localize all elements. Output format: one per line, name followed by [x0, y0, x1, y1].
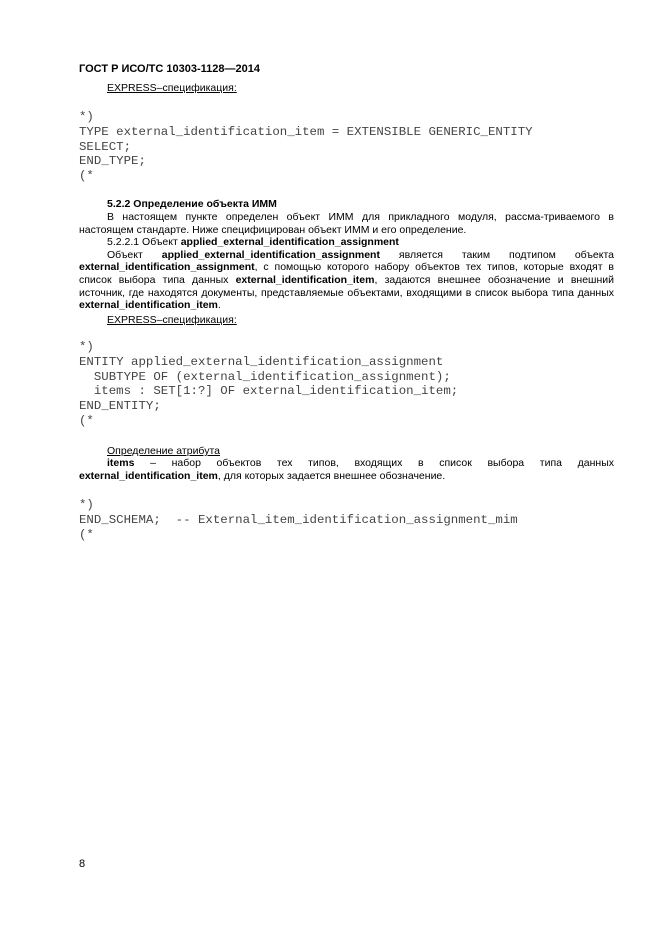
express-spec-label-2: EXPRESS–спецификация:	[107, 314, 237, 326]
page-number: 8	[79, 858, 86, 870]
section-heading: 5.2.2 Определение объекта ИММ	[107, 198, 277, 210]
desc-entity: applied_external_identification_assignment	[161, 248, 380, 261]
document-header: ГОСТ Р ИСО/ТС 10303-1128—2014	[79, 63, 260, 75]
desc-part1: является таким подтипом объекта	[379, 248, 614, 261]
attribute-text2: , для которых задается внешнее обозначение.	[217, 469, 446, 482]
express-code-type: *) TYPE external_identification_item = EXTENSIBLE GENERIC_ENTITY SELECT; END_TYPE; (*	[79, 110, 533, 184]
desc-prefix: Объект	[107, 248, 162, 261]
entity-subheading	[79, 236, 614, 249]
desc-part3: , задаются внешнее обозначение и внешний источник, где находятся документы, представляемые объектами, входящими в список выбора типа данных	[79, 273, 614, 299]
desc-select: external_identification_item	[235, 273, 375, 286]
attribute-name: items	[107, 457, 135, 469]
subheading-entity: applied_external_identification_assignment	[180, 236, 399, 249]
attribute-paragraph	[79, 457, 614, 482]
subheading-prefix: 5.2.2.1 Объект	[107, 236, 181, 249]
desc-supertype: external_identification_assignment	[79, 261, 255, 274]
entity-description	[79, 249, 614, 312]
express-code-end-schema: *) END_SCHEMA; -- External_item_identification_assignment_mim (*	[79, 498, 518, 542]
desc-select2: external_identification_item	[79, 299, 218, 312]
express-code-entity: *) ENTITY applied_external_identification_assignment SUBTYPE OF (external_identification_assignment); items : SET[1:?] OF external_identification_item; END_ENTITY; (*	[79, 340, 459, 428]
attribute-select: external_identification_item	[79, 469, 218, 482]
express-spec-label: EXPRESS–спецификация:	[107, 82, 237, 94]
desc-end: .	[217, 299, 221, 312]
intro-paragraph: В настоящем пункте определен объект ИММ для прикладного модуля, рассма-триваемого в настоящем стандарте. Ниже специфицирован объект ИММ и его определение.	[79, 211, 614, 236]
desc-part2: , с помощью которого набору объектов тех типов, которые входят в список выбора типа данных	[79, 261, 614, 286]
attribute-definition	[79, 457, 614, 482]
attribute-definition-label: Определение атрибута	[107, 445, 220, 457]
section-body	[79, 211, 614, 312]
attribute-text1: – набор объектов тех типов, входящих в список выбора типа данных	[134, 457, 614, 469]
